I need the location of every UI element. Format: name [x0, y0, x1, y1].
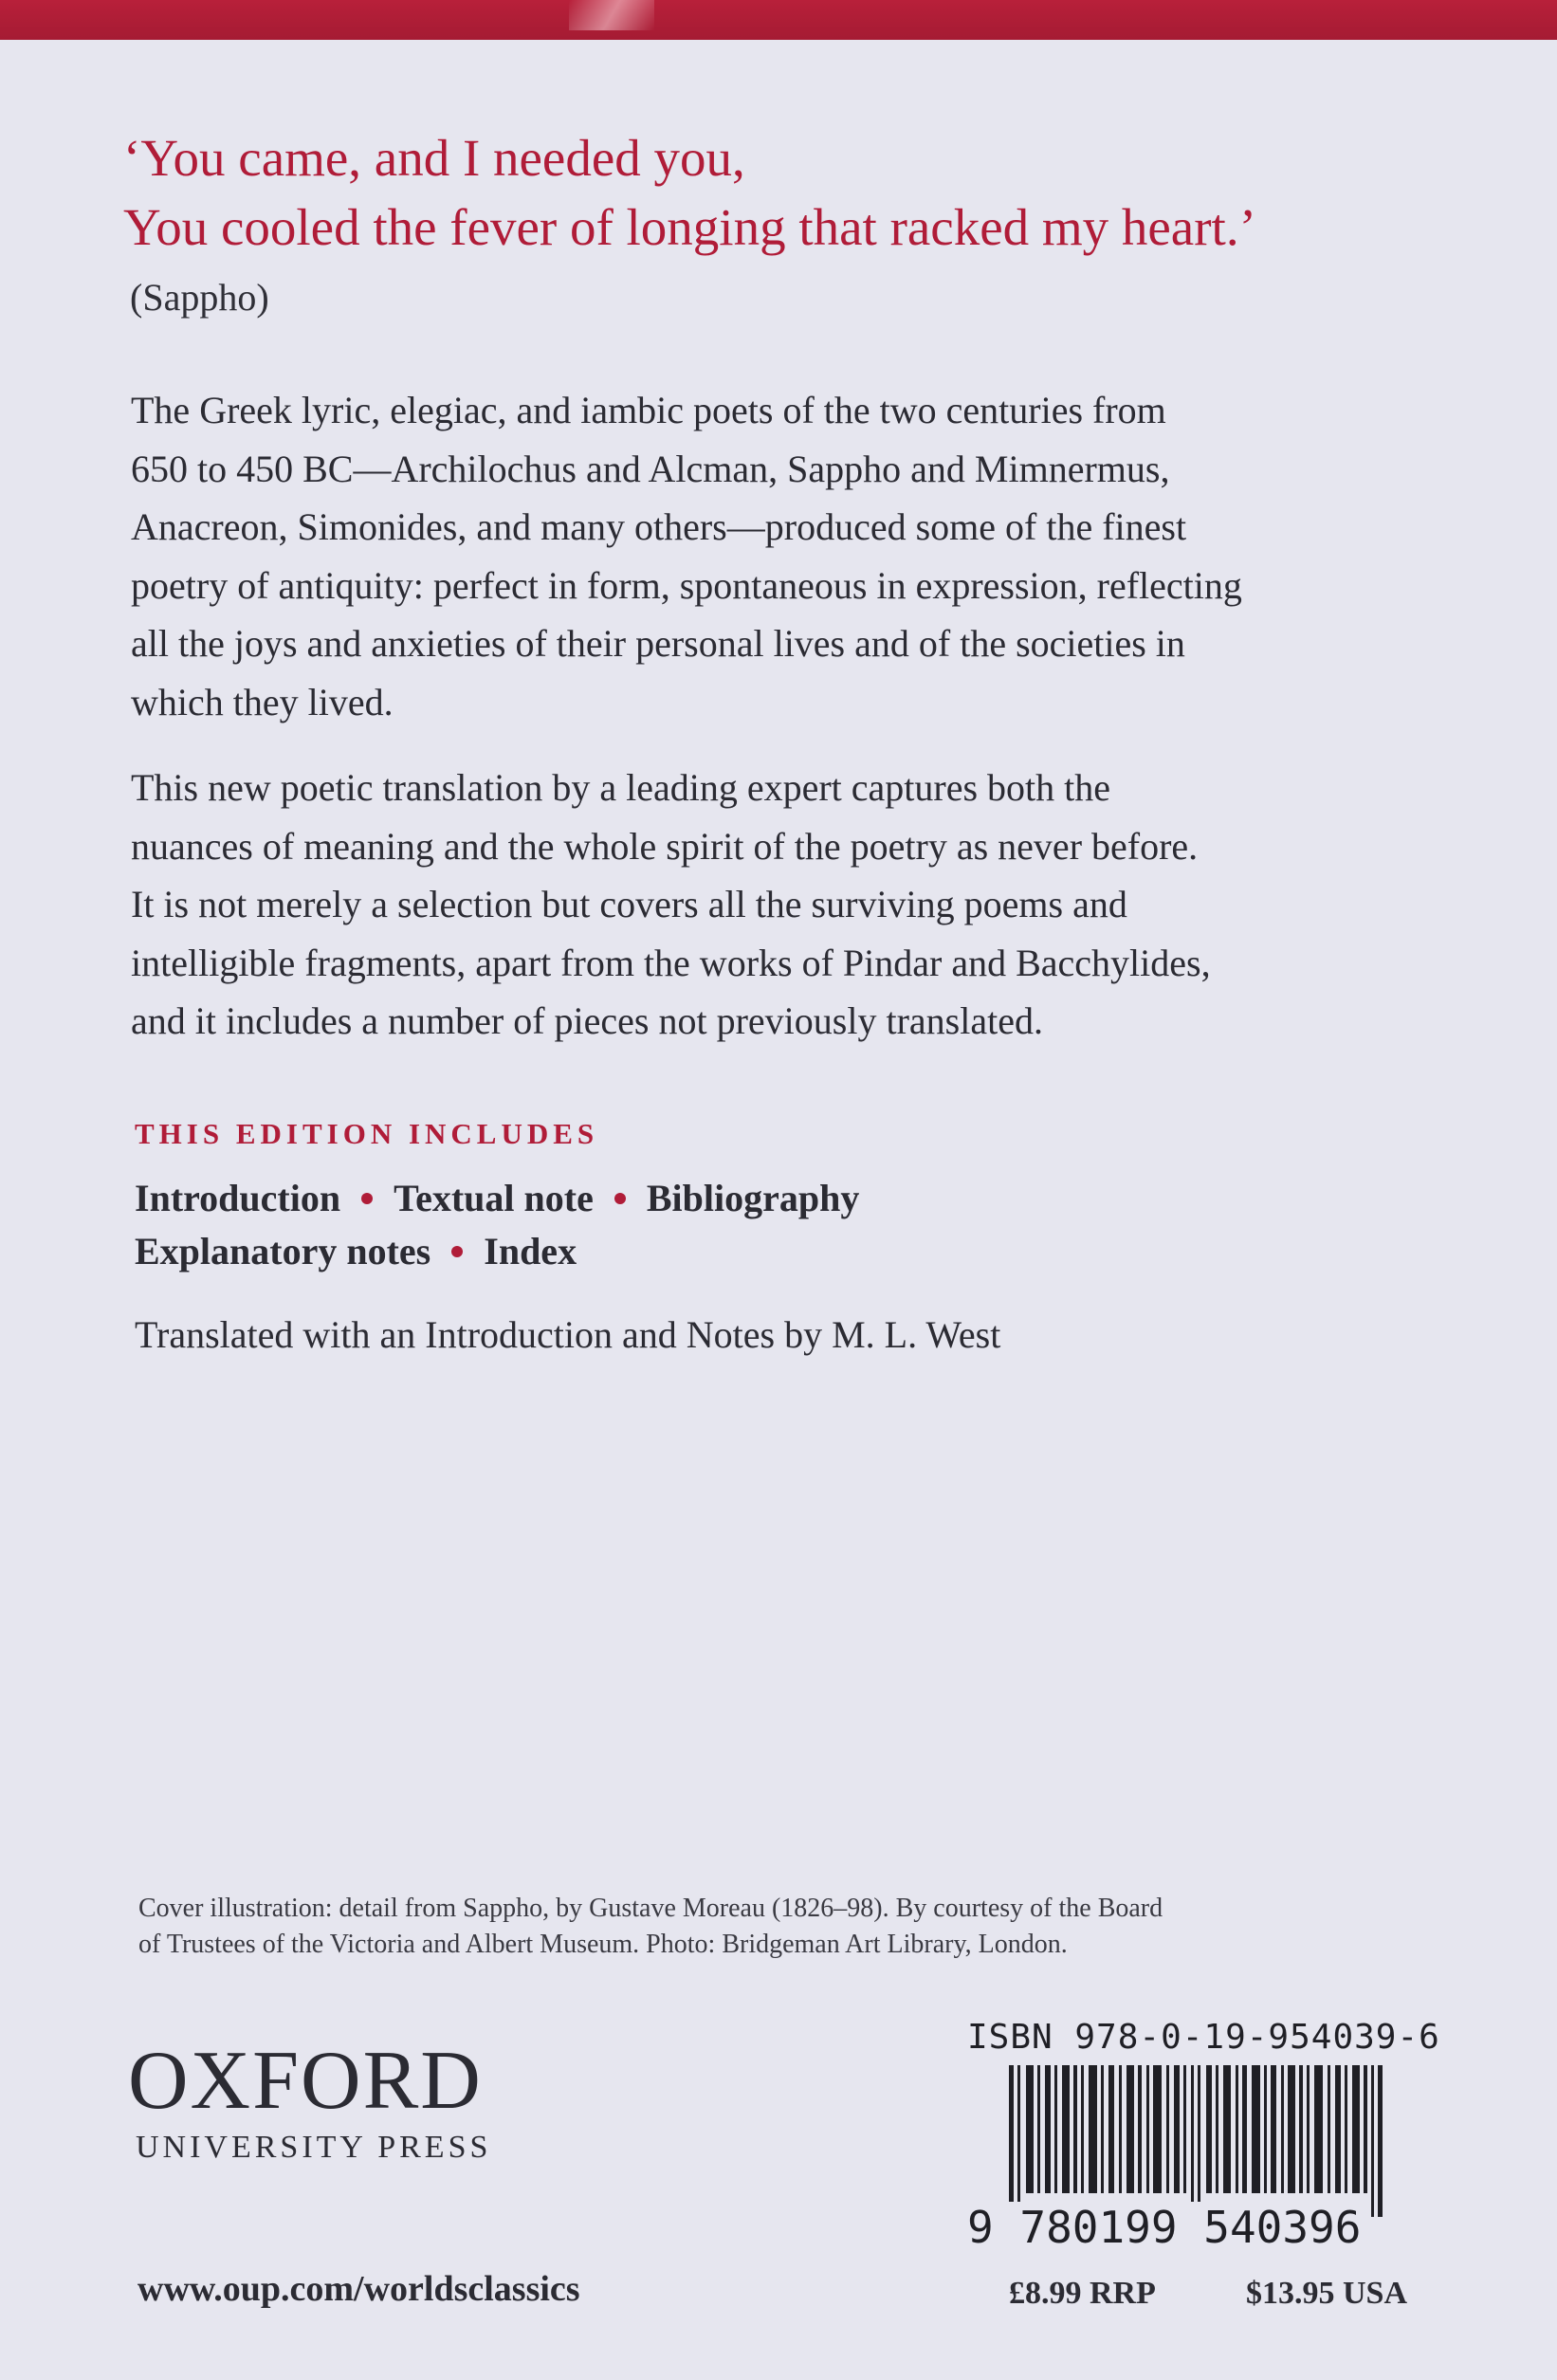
paragraph-line: nuances of meaning and the whole spirit of the poetry as never before.: [131, 824, 1199, 868]
band-highlight: [569, 0, 654, 30]
credit-line-2: of Trustees of the Victoria and Albert Museum. Photo: Bridgeman Art Library, London.: [138, 1930, 1068, 1959]
paragraph-line: This new poetic translation by a leading expert captures both the: [131, 766, 1111, 809]
edition-item: Bibliography: [646, 1177, 860, 1219]
quote-attribution: (Sappho): [130, 276, 269, 319]
paragraph-line: all the joys and anxieties of their personal lives and of the societies in: [131, 622, 1185, 665]
paragraph-line: The Greek lyric, elegiac, and iambic poets of the two centuries from: [131, 389, 1166, 431]
translator-credit: Translated with an Introduction and Notes by M. L. West: [135, 1313, 1001, 1356]
publisher-website-link[interactable]: www.oup.com/worldsclassics: [137, 2269, 580, 2309]
edition-items-row-1: [135, 1176, 1273, 1220]
isbn-label: ISBN 978-0-19-954039-6: [967, 2018, 1440, 2057]
paragraph-line: It is not merely a selection but covers all the surviving poems and: [131, 883, 1127, 925]
description-paragraph-2: [131, 759, 1458, 1051]
paragraph-line: and it includes a number of pieces not previously translated.: [131, 999, 1043, 1042]
description-paragraph-1: [131, 381, 1458, 731]
price-us: $13.95 USA: [1246, 2276, 1408, 2311]
bullet-dot-icon: [451, 1246, 463, 1257]
bullet-dot-icon: [361, 1193, 373, 1204]
paragraph-line: 650 to 450 BC—Archilochus and Alcman, Sappho and Mimnermus,: [131, 447, 1170, 490]
edition-items-row-2: [135, 1229, 1273, 1273]
paragraph-line: poetry of antiquity: perfect in form, spontaneous in expression, reflecting: [131, 563, 1242, 607]
edition-heading: THIS EDITION INCLUDES: [135, 1117, 599, 1150]
bullet-dot-icon: [614, 1193, 626, 1204]
barcode-icon: [967, 2065, 1432, 2217]
edition-item: Introduction: [135, 1177, 341, 1219]
paragraph-line: which they lived.: [131, 680, 394, 723]
paragraph-line: intelligible fragments, apart from the works of Pindar and Bacchylides,: [131, 941, 1211, 984]
quote-line-2: You cooled the fever of longing that racked my heart.’: [123, 198, 1256, 256]
price-uk: £8.99 RRP: [1009, 2276, 1156, 2311]
edition-item: Textual note: [394, 1177, 594, 1219]
quote-line-1: ‘You came, and I needed you,: [123, 129, 745, 187]
epigraph-quote: [123, 123, 1451, 262]
edition-item: Explanatory notes: [135, 1230, 431, 1272]
oxford-logo: [128, 2035, 492, 2166]
barcode-digits: 9 780199 540396: [967, 2202, 1368, 2253]
publisher-subtitle: UNIVERSITY PRESS: [136, 2130, 492, 2165]
publisher-name: OXFORD: [128, 2035, 483, 2127]
paragraph-line: Anacreon, Simonides, and many others—produced some of the finest: [131, 505, 1187, 548]
top-red-band: [0, 0, 1557, 40]
edition-item: Index: [484, 1230, 577, 1272]
credit-line-1: Cover illustration: detail from Sappho, by Gustave Moreau (1826–98). By courtesy of the Board: [138, 1894, 1163, 1923]
cover-illustration-credit: [138, 1891, 1276, 1963]
